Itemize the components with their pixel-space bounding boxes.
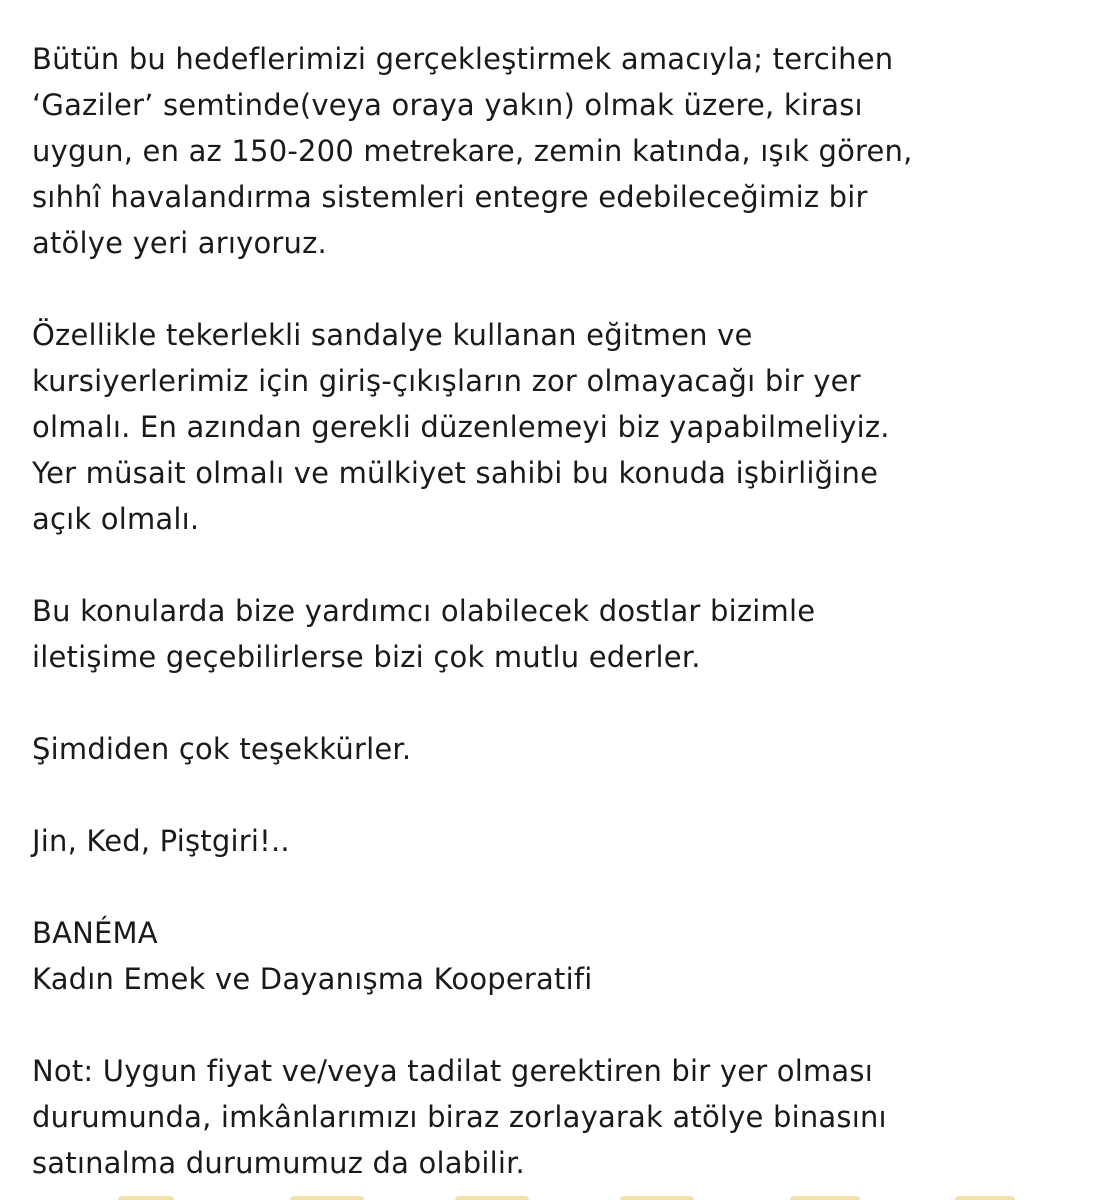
- note-paragraph: [32, 818, 1072, 864]
- note-paragraph: [32, 36, 1072, 266]
- decorative-dot: [455, 1196, 529, 1200]
- signature-block: [32, 910, 1072, 1002]
- organization-name: BANÉMA: [32, 916, 158, 950]
- note-line: atölye yeri arıyoruz.: [32, 226, 327, 260]
- note-line: Özellikle tekerlekli sandalye kullanan eğitmen ve: [32, 318, 753, 352]
- note-body: [32, 36, 1072, 1186]
- note-line: açık olmalı.: [32, 502, 200, 536]
- note-line: Jin, Ked, Piştgiri!..: [32, 824, 290, 858]
- note-line: sıhhî havalandırma sistemleri entegre edebileceğimiz bir: [32, 180, 868, 214]
- note-line: uygun, en az 150-200 metrekare, zemin katında, ışık gören,: [32, 134, 913, 168]
- note-line: Bütün bu hedeflerimizi gerçekleştirmek amacıyla; tercihen: [32, 42, 894, 76]
- note-line: Bu konularda bize yardımcı olabilecek dostlar bizimle: [32, 594, 816, 628]
- note-line: satınalma durumumuz da olabilir.: [32, 1146, 525, 1180]
- note-line: kursiyerlerimiz için giriş-çıkışların zor olmayacağı bir yer: [32, 364, 861, 398]
- note-line: Yer müsait olmalı ve mülkiyet sahibi bu konuda işbirliğine: [32, 456, 879, 490]
- bottom-decorative-strip: [0, 1193, 1094, 1200]
- note-line: durumunda, imkânlarımızı biraz zorlayarak atölye binasını: [32, 1100, 887, 1134]
- organization-description: Kadın Emek ve Dayanışma Kooperatifi: [32, 962, 593, 996]
- note-line: iletişime geçebilirlerse bizi çok mutlu ederler.: [32, 640, 701, 674]
- note-paragraph: [32, 726, 1072, 772]
- note-line: ‘Gaziler’ semtinde(veya oraya yakın) olmak üzere, kirası: [32, 88, 863, 122]
- decorative-dot: [790, 1196, 860, 1200]
- note-line: olmalı. En azından gerekli düzenlemeyi biz yapabilmeliyiz.: [32, 410, 890, 444]
- note-line: Not: Uygun fiyat ve/veya tadilat gerektiren bir yer olması: [32, 1054, 873, 1088]
- decorative-dot: [290, 1196, 364, 1200]
- note-line: Şimdiden çok teşekkürler.: [32, 732, 412, 766]
- decorative-dot: [118, 1196, 174, 1200]
- decorative-dot: [620, 1196, 694, 1200]
- footnote-paragraph: [32, 1048, 1072, 1186]
- note-paragraph: [32, 588, 1072, 680]
- decorative-dot: [955, 1196, 1015, 1200]
- note-paragraph: [32, 312, 1072, 542]
